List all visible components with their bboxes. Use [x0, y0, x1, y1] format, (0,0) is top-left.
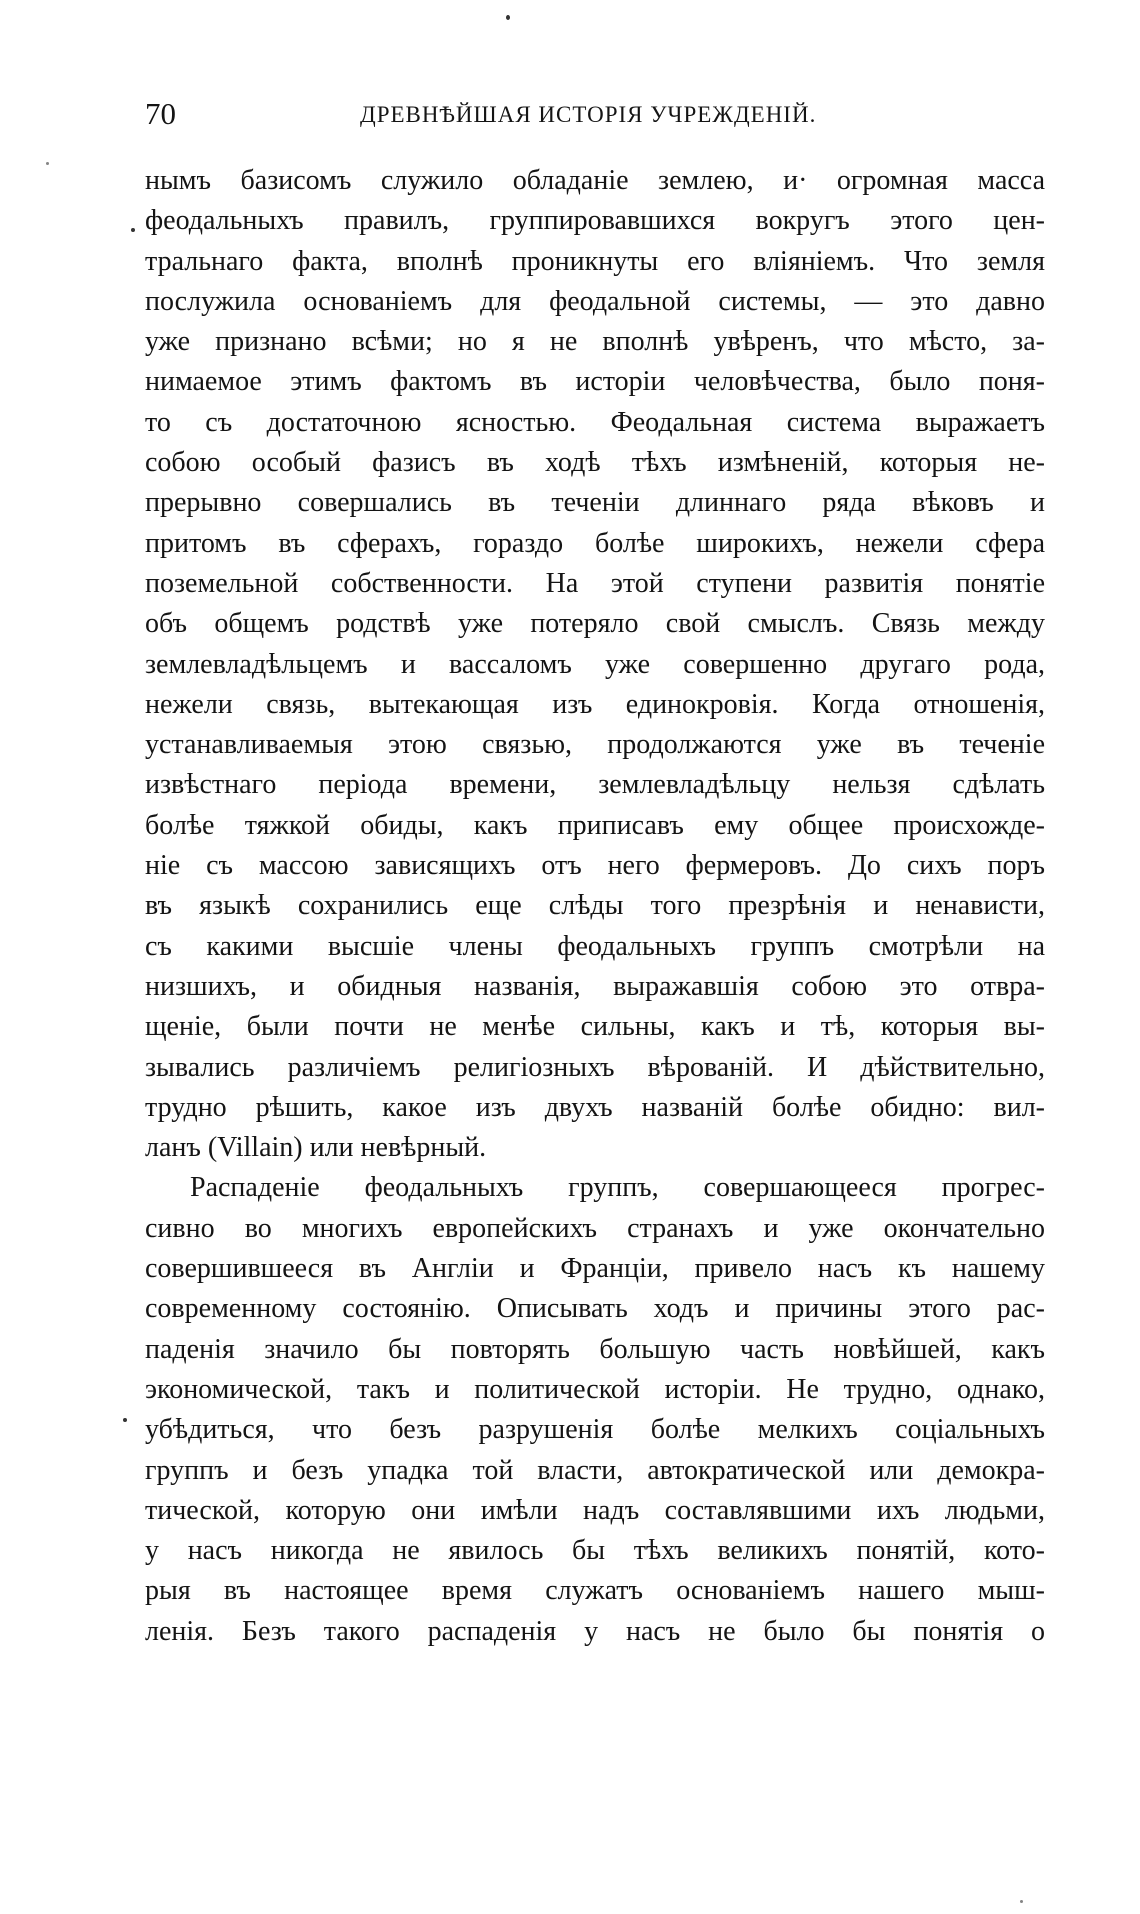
- text-line: низшихъ, и обидныя названія, выражавшія собою это отвра-: [145, 970, 1045, 1002]
- text-line: болѣе тяжкой обиды, какъ приписавъ ему общее происхожде-: [145, 809, 1045, 841]
- text-line: тической, которую они имѣли надъ составлявшими ихъ людьми,: [145, 1494, 1045, 1526]
- text-line: Распаденіе феодальныхъ группъ, совершающееся прогрес-: [190, 1172, 1045, 1204]
- text-line: тральнаго факта, вполнѣ проникнуты его вліяніемъ. Что земля: [145, 245, 1045, 277]
- paragraph-2: [145, 1168, 1045, 1652]
- scan-speck: [1020, 1900, 1023, 1903]
- text-line: послужила основаніемъ для феодальной системы, — это давно: [145, 285, 1045, 317]
- text-line: убѣдиться, что безъ разрушенія болѣе мелкихъ соціальныхъ: [145, 1414, 1045, 1446]
- running-title: ДРЕВНѢЙШАЯ ИСТОРІЯ УЧРЕЖДЕНІЙ.: [360, 102, 817, 127]
- text-line: зывались различіемъ религіозныхъ вѣрованій. И дѣйствительно,: [145, 1051, 1045, 1083]
- scan-speck: [123, 1418, 127, 1422]
- text-line: у насъ никогда не явилось бы тѣхъ великихъ понятій, кото-: [145, 1535, 1045, 1567]
- text-line: нежели связь, вытекающая изъ единокровія. Когда отношенія,: [145, 688, 1045, 720]
- paragraph-1: [145, 161, 1045, 1168]
- text-line: прерывно совершались въ теченіи длиннаго ряда вѣковъ и: [145, 487, 1045, 519]
- text-line: совершившееся въ Англіи и Франціи, привело насъ къ нашему: [145, 1253, 1045, 1285]
- text-line: феодальныхъ правилъ, группировавшихся вокругъ этого цен-: [145, 205, 1045, 237]
- text-line: ніе съ массою зависящихъ отъ него фермеровъ. До сихъ поръ: [145, 850, 1045, 882]
- text-line: рыя въ настоящее время служатъ основаніемъ нашего мыш-: [145, 1575, 1045, 1607]
- text-line: группъ и безъ упадка той власти, автократической или демокра-: [145, 1454, 1045, 1486]
- text-line: трудно рѣшить, какое изъ двухъ названій болѣе обидно: вил-: [145, 1091, 1045, 1123]
- text-line: собою особый фазисъ въ ходѣ тѣхъ измѣненій, которыя не-: [145, 447, 1045, 479]
- body-text: [145, 161, 1045, 1652]
- text-line: уже признано всѣми; но я не вполнѣ увѣренъ, что мѣсто, за-: [145, 326, 1045, 358]
- text-line: то съ достаточною ясностью. Феодальная система выражаетъ: [145, 406, 1045, 438]
- text-line: современному состоянію. Описывать ходъ и причины этого рас-: [145, 1293, 1045, 1325]
- text-line: извѣстнаго періода времени, землевладѣльцу нельзя сдѣлать: [145, 769, 1045, 801]
- text-line: устанавливаемыя этою связью, продолжаются уже въ теченіе: [145, 729, 1045, 761]
- text-line: нимаемое этимъ фактомъ въ исторіи человѣчества, было поня-: [145, 366, 1045, 398]
- text-line: нымъ базисомъ служило обладаніе землею, и· огромная масса: [145, 165, 1045, 196]
- text-line: землевладѣльцемъ и вассаломъ уже совершенно другаго рода,: [145, 648, 1045, 680]
- page-header: [145, 94, 1045, 134]
- text-line: ленія. Безъ такого распаденія у насъ не было бы понятія о: [145, 1615, 1045, 1647]
- text-line: притомъ въ сферахъ, гораздо болѣе широкихъ, нежели сфера: [145, 527, 1045, 559]
- text-line: экономической, такъ и политической исторіи. Не трудно, однако,: [145, 1373, 1045, 1405]
- text-line: ланъ (Villain) или невѣрный.: [145, 1132, 487, 1164]
- scan-speck: [131, 228, 135, 232]
- text-line: съ какими высшіе члены феодальныхъ группъ смотрѣли на: [145, 930, 1045, 962]
- text-line: сивно во многихъ европейскихъ странахъ и уже окончательно: [145, 1212, 1045, 1244]
- scan-speck: [506, 15, 510, 20]
- scan-speck: [46, 162, 49, 165]
- text-line: объ общемъ родствѣ уже потеряло свой смыслъ. Связь между: [145, 608, 1045, 640]
- text-line: въ языкѣ сохранились еще слѣды того презрѣнія и ненависти,: [145, 890, 1045, 922]
- text-line: щеніе, были почти не менѣе сильны, какъ и тѣ, которыя вы-: [145, 1011, 1045, 1043]
- text-line: поземельной собственности. На этой ступени развитія понятіе: [145, 567, 1045, 599]
- text-line: паденія значило бы повторять большую часть новѣйшей, какъ: [145, 1333, 1045, 1365]
- page-number: 70: [145, 96, 176, 131]
